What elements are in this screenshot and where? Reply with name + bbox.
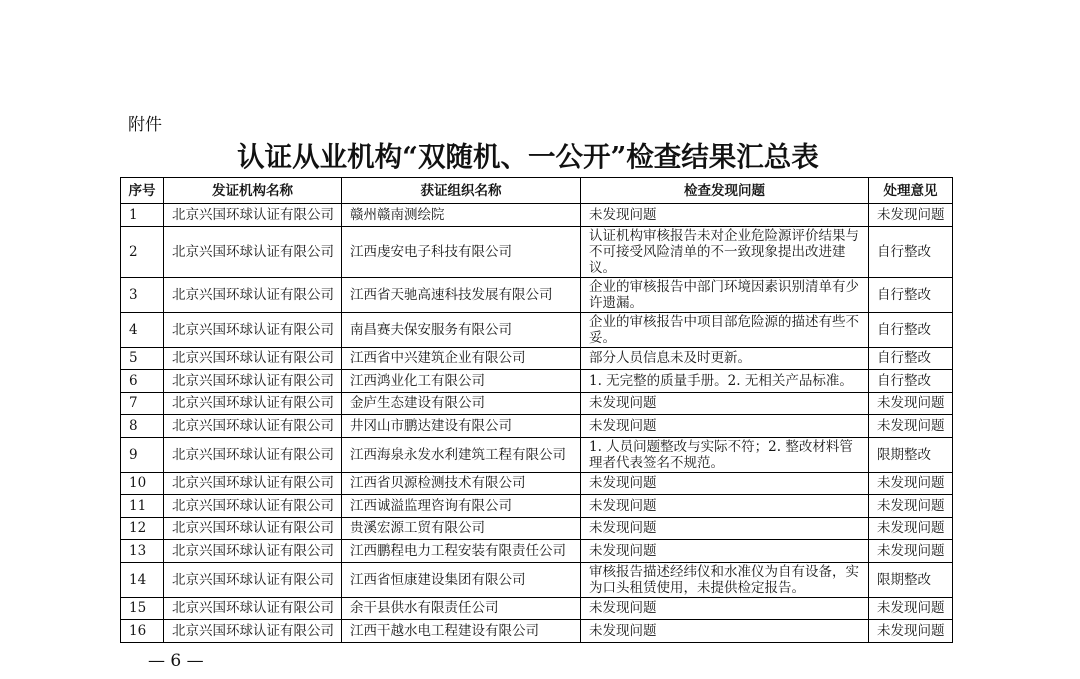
- cell-issuing-body: 北京兴国环球认证有限公司: [164, 392, 342, 415]
- cell-issuing-body: 北京兴国环球认证有限公司: [164, 540, 342, 563]
- cell-handling-opinion: 未发现问题: [869, 620, 953, 643]
- cell-issuing-body: 北京兴国环球认证有限公司: [164, 226, 342, 277]
- cell-certified-organization: 江西诚溢监理咨询有限公司: [342, 495, 581, 518]
- document-title: 认证从业机构“双随机、一公开”检查结果汇总表: [237, 141, 819, 173]
- cell-findings: 1. 无完整的质量手册。2. 无相关产品标准。: [581, 370, 869, 393]
- cell-serial-number: 1: [121, 204, 164, 227]
- cell-handling-opinion: 限期整改: [869, 562, 953, 597]
- cell-certified-organization: 南昌赛夫保安服务有限公司: [342, 312, 581, 347]
- cell-issuing-body: 北京兴国环球认证有限公司: [164, 495, 342, 518]
- header-findings: 检查发现问题: [581, 178, 869, 204]
- cell-findings: 未发现问题: [581, 495, 869, 518]
- table-row: [121, 620, 953, 643]
- cell-handling-opinion: 未发现问题: [869, 540, 953, 563]
- header-certified-organization: 获证组织名称: [342, 178, 581, 204]
- cell-handling-opinion: 自行整改: [869, 226, 953, 277]
- table-row: [121, 495, 953, 518]
- header-issuing-body: 发证机构名称: [164, 178, 342, 204]
- cell-certified-organization: 余干县供水有限责任公司: [342, 597, 581, 620]
- table-row: [121, 370, 953, 393]
- table-row: [121, 392, 953, 415]
- cell-findings: 未发现问题: [581, 472, 869, 495]
- cell-certified-organization: 江西省天驰高速科技发展有限公司: [342, 277, 581, 312]
- results-summary-table: [120, 177, 953, 643]
- cell-findings: 未发现问题: [581, 620, 869, 643]
- cell-issuing-body: 北京兴国环球认证有限公司: [164, 370, 342, 393]
- table-row: [121, 277, 953, 312]
- cell-certified-organization: 江西干越水电工程建设有限公司: [342, 620, 581, 643]
- cell-certified-organization: 贵溪宏源工贸有限公司: [342, 517, 581, 540]
- cell-serial-number: 4: [121, 312, 164, 347]
- cell-issuing-body: 北京兴国环球认证有限公司: [164, 415, 342, 438]
- cell-handling-opinion: 未发现问题: [869, 392, 953, 415]
- cell-certified-organization: 井冈山市鹏达建设有限公司: [342, 415, 581, 438]
- table-row: [121, 472, 953, 495]
- cell-handling-opinion: 自行整改: [869, 277, 953, 312]
- cell-certified-organization: 金庐生态建设有限公司: [342, 392, 581, 415]
- cell-serial-number: 10: [121, 472, 164, 495]
- cell-issuing-body: 北京兴国环球认证有限公司: [164, 472, 342, 495]
- cell-findings: 未发现问题: [581, 540, 869, 563]
- table-row: [121, 517, 953, 540]
- table-row: [121, 226, 953, 277]
- cell-issuing-body: 北京兴国环球认证有限公司: [164, 204, 342, 227]
- table-row: [121, 415, 953, 438]
- cell-handling-opinion: 自行整改: [869, 370, 953, 393]
- cell-findings: 未发现问题: [581, 597, 869, 620]
- cell-findings: 认证机构审核报告未对企业危险源评价结果与不可接受风险清单的不一致现象提出改进建议。: [581, 226, 869, 277]
- table-row: [121, 204, 953, 227]
- cell-serial-number: 16: [121, 620, 164, 643]
- cell-serial-number: 6: [121, 370, 164, 393]
- cell-handling-opinion: 未发现问题: [869, 517, 953, 540]
- table-row: [121, 562, 953, 597]
- attachment-label: 附件: [128, 115, 162, 135]
- cell-handling-opinion: 自行整改: [869, 312, 953, 347]
- cell-serial-number: 9: [121, 437, 164, 472]
- cell-issuing-body: 北京兴国环球认证有限公司: [164, 562, 342, 597]
- cell-findings: 未发现问题: [581, 415, 869, 438]
- cell-issuing-body: 北京兴国环球认证有限公司: [164, 277, 342, 312]
- cell-serial-number: 7: [121, 392, 164, 415]
- cell-findings: 未发现问题: [581, 204, 869, 227]
- cell-issuing-body: 北京兴国环球认证有限公司: [164, 620, 342, 643]
- cell-serial-number: 15: [121, 597, 164, 620]
- cell-certified-organization: 江西省中兴建筑企业有限公司: [342, 347, 581, 370]
- cell-findings: 未发现问题: [581, 517, 869, 540]
- table-header: [121, 178, 953, 204]
- cell-serial-number: 12: [121, 517, 164, 540]
- cell-serial-number: 3: [121, 277, 164, 312]
- header-serial-number: 序号: [121, 178, 164, 204]
- cell-issuing-body: 北京兴国环球认证有限公司: [164, 437, 342, 472]
- cell-handling-opinion: 未发现问题: [869, 204, 953, 227]
- cell-handling-opinion: 限期整改: [869, 437, 953, 472]
- cell-issuing-body: 北京兴国环球认证有限公司: [164, 517, 342, 540]
- cell-serial-number: 5: [121, 347, 164, 370]
- cell-certified-organization: 江西鹏程电力工程安装有限责任公司: [342, 540, 581, 563]
- cell-findings: 1. 人员问题整改与实际不符；2. 整改材料管理者代表签名不规范。: [581, 437, 869, 472]
- table-header-row: [121, 178, 953, 204]
- cell-handling-opinion: 未发现问题: [869, 472, 953, 495]
- cell-issuing-body: 北京兴国环球认证有限公司: [164, 347, 342, 370]
- table-body: [121, 204, 953, 643]
- cell-certified-organization: 江西省恒康建设集团有限公司: [342, 562, 581, 597]
- cell-handling-opinion: 自行整改: [869, 347, 953, 370]
- cell-issuing-body: 北京兴国环球认证有限公司: [164, 312, 342, 347]
- cell-findings: 部分人员信息未及时更新。: [581, 347, 869, 370]
- cell-issuing-body: 北京兴国环球认证有限公司: [164, 597, 342, 620]
- cell-findings: 审核报告描述经纬仪和水准仪为自有设备，实为口头租赁使用，未提供检定报告。: [581, 562, 869, 597]
- page-number: — 6 —: [148, 651, 204, 671]
- table-row: [121, 437, 953, 472]
- cell-certified-organization: 江西省贝源检测技术有限公司: [342, 472, 581, 495]
- cell-certified-organization: 江西鸿业化工有限公司: [342, 370, 581, 393]
- cell-certified-organization: 江西海泉永发水利建筑工程有限公司: [342, 437, 581, 472]
- cell-findings: 企业的审核报告中项目部危险源的描述有些不妥。: [581, 312, 869, 347]
- cell-serial-number: 2: [121, 226, 164, 277]
- cell-serial-number: 14: [121, 562, 164, 597]
- cell-serial-number: 11: [121, 495, 164, 518]
- cell-handling-opinion: 未发现问题: [869, 495, 953, 518]
- cell-findings: 未发现问题: [581, 392, 869, 415]
- cell-handling-opinion: 未发现问题: [869, 597, 953, 620]
- table-row: [121, 597, 953, 620]
- header-handling-opinion: 处理意见: [869, 178, 953, 204]
- cell-serial-number: 13: [121, 540, 164, 563]
- table-row: [121, 347, 953, 370]
- cell-serial-number: 8: [121, 415, 164, 438]
- table-row: [121, 540, 953, 563]
- cell-findings: 企业的审核报告中部门环境因素识别清单有少许遗漏。: [581, 277, 869, 312]
- cell-certified-organization: 江西虔安电子科技有限公司: [342, 226, 581, 277]
- cell-handling-opinion: 未发现问题: [869, 415, 953, 438]
- cell-certified-organization: 赣州赣南测绘院: [342, 204, 581, 227]
- table-row: [121, 312, 953, 347]
